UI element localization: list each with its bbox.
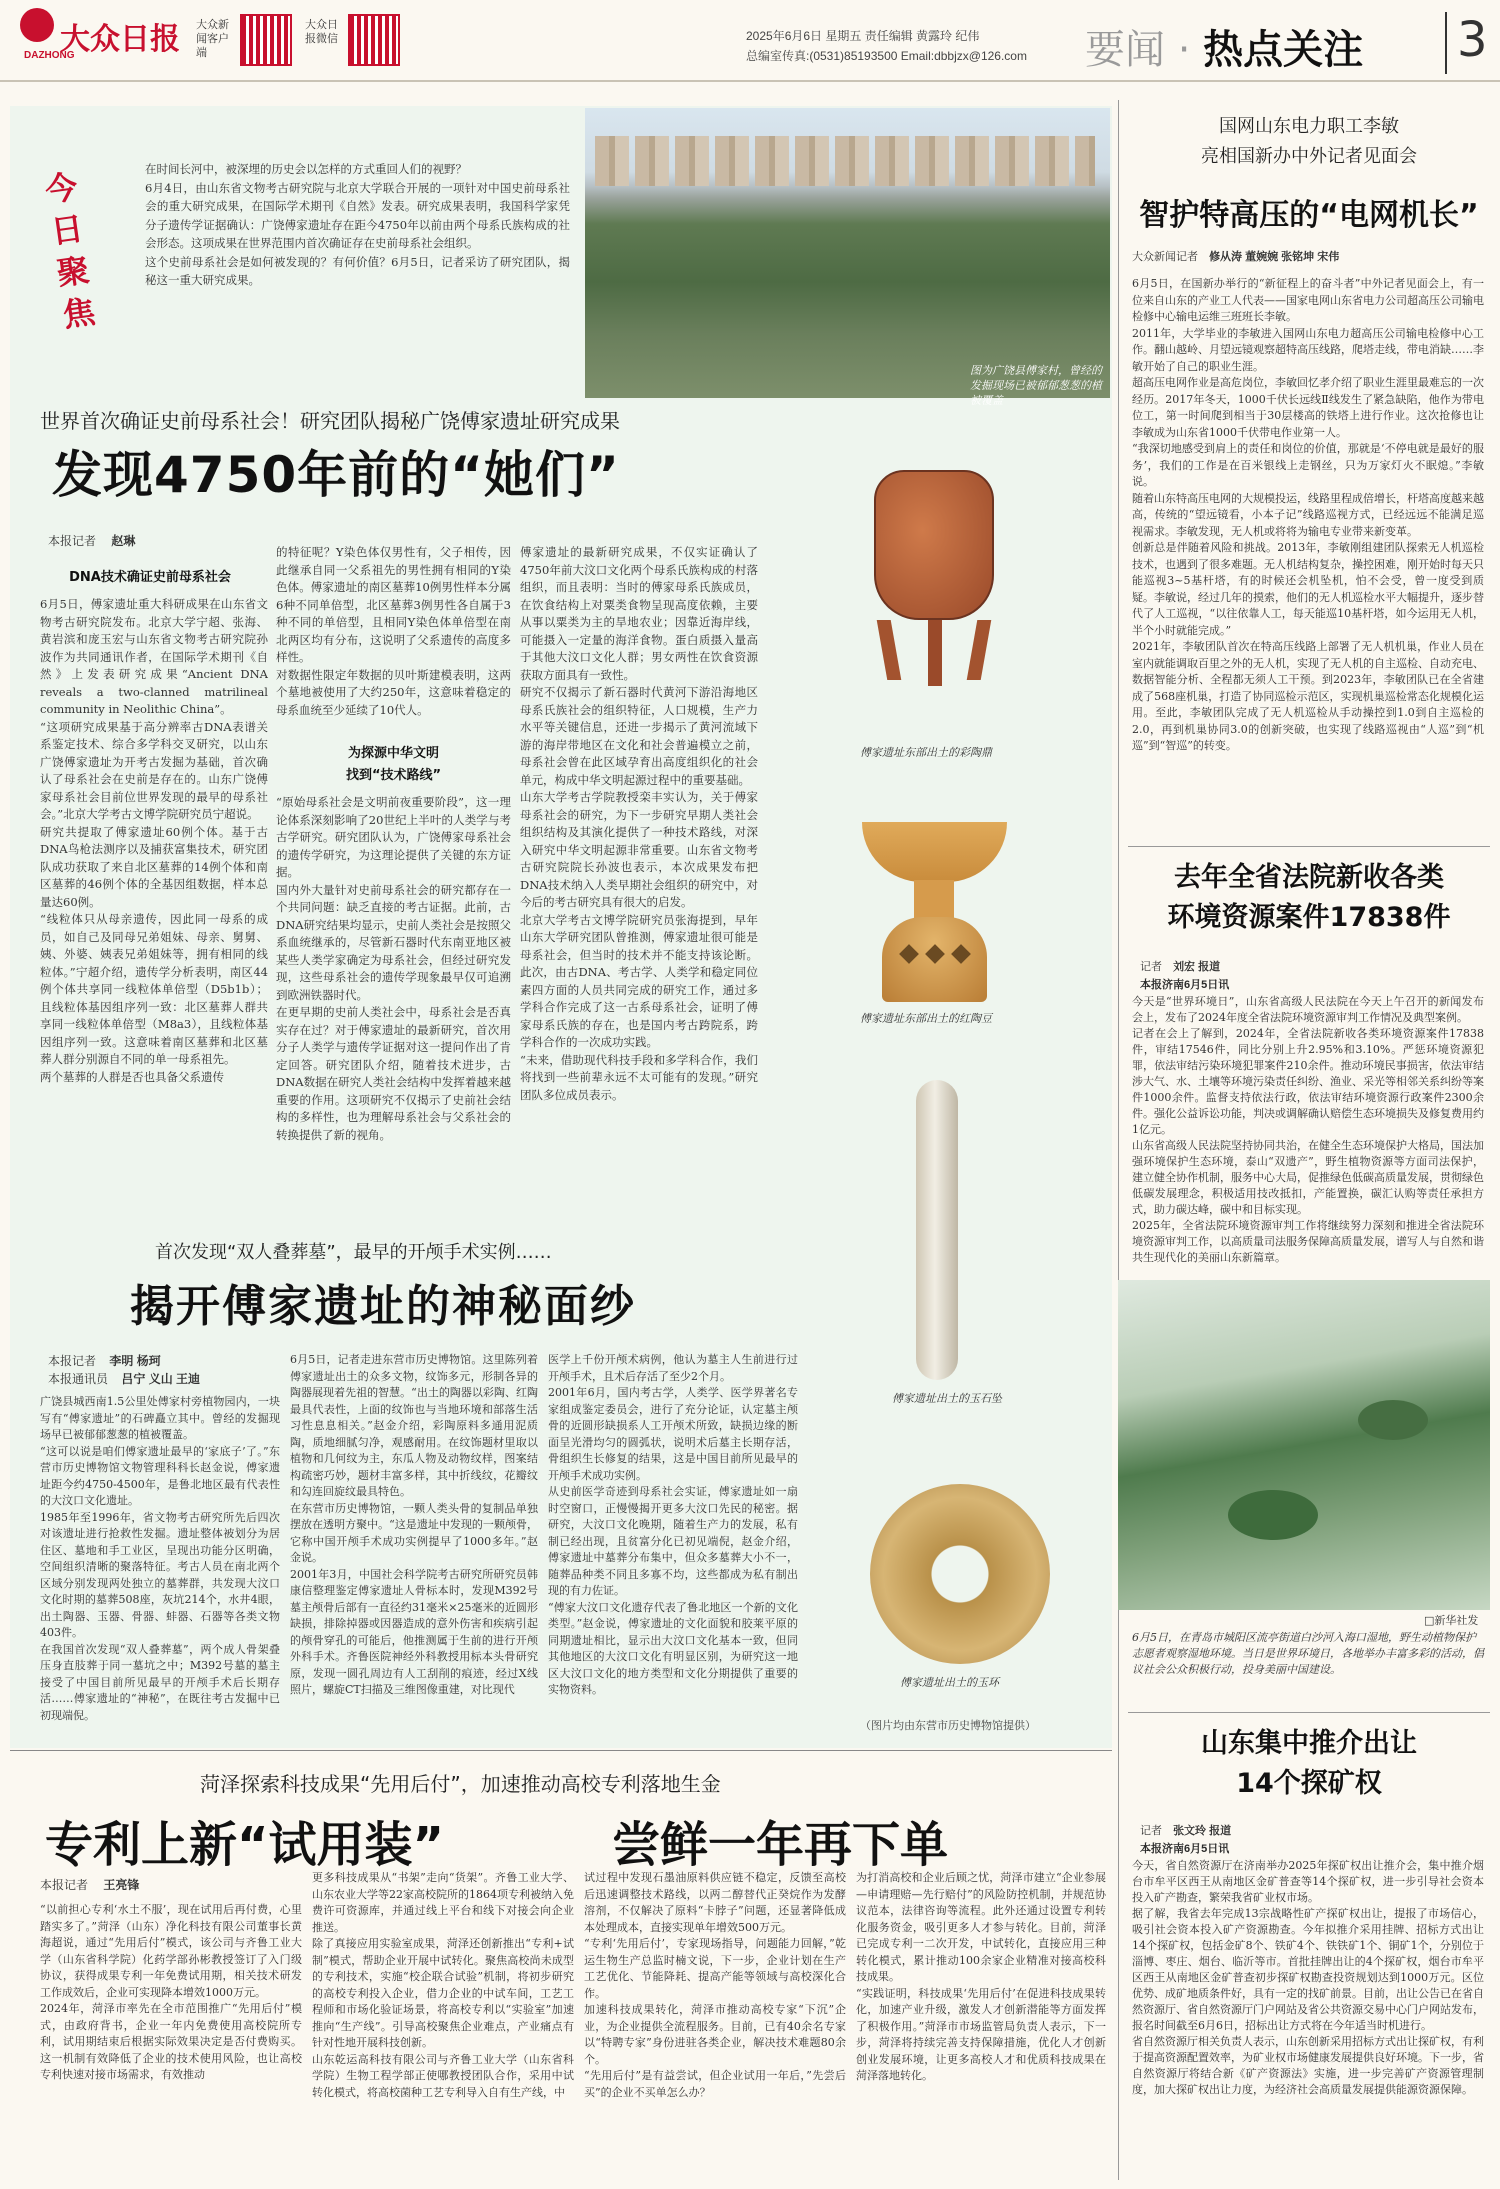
article3-byline (40, 1876, 139, 1893)
sidebar2-body: 今天是“世界环境日”，山东省高级人民法院在今天上午召开的新闻发布会上，发布了2024年度全省法院环境资源审判工作情况及典型案例。 记者在会上了解到，2024年，全省法院新收各类环境资源案件17838件，审结17546件，同比分别上升2.95%和3.10%。严惩环境资源犯罪，依法审结污染环境犯罪案件210余件。推动环境民事损害，依法审结涉大气、水、土壤等环境污染责任纠纷、渔业、采光等相邻关系纠纷等案件1000余件。监督支持依法行政，依法审结环境资源行政案件2300余件。强化公益诉讼功能，判决或调解确认赔偿生态环境损失及修复费用约1亿元。 山东省高级人民法院坚持协同共治，在健全生态环境保护大格局，国法加强环境保护生态环境，泰山“双遗产”，野生植物资源等方面司法保护，建立健全协作机制，服务中心大局，促推绿色低碳高质量发展，贯彻绿色低碳发展理念，积极适用技改抵扣，产能置换，碳汇认购等责任承担方式，助力碳达峰，碳中和目标实现。 2025年，全省法院环境资源审判工作将继续努力深刻和推进全省法院环境资源审判工作，以高质量司法服务保障高质量发展，谱写人与自然和谐共生现代化的美丽山东新篇章。 (1132, 995, 1484, 1264)
byline-label: 本报记者 (40, 1878, 89, 1892)
article3-headline-a: 专利上新“试用装” (45, 1817, 445, 1873)
article3-column-3: 试过程中发现石墨油原料供应链不稳定，反馈至高校后迅速调整技术路线，以两二醇替代正癸烷作为发酵溶剂，不仅解决了原料“卡脖子”问题，还显著降低成本处理成本，直接实现单年增效500万元。 “专利‘先用后付’，专家现场指导，问题能力回解，”乾运生物生产总监时楠文说，下一步，企业计划在生产工艺优化、节能降耗、提高产能等领域与高校深化合作。 加速科技成果转化，菏泽市推动高校专家“下沉”企业，为企业提供全流程服务。目前，已有40余名专家以“特聘专家”身份进驻各类企业，解决技术难题80余个。 “先用后付”是有益尝试，但企业试用一年后，”先尝后买”的企业不买单怎么办？ (584, 1871, 846, 2099)
aerial-photo-caption: 图为广饶县傅家村，曾经的发掘现场已被郁郁葱葱的植被覆盖 (970, 364, 1102, 407)
byline-label: 记者 (1140, 1825, 1162, 1837)
byline-names: 张文玲 报道 (1173, 1825, 1232, 1837)
sidebar2-headline (1128, 858, 1490, 938)
qr-code-app-icon[interactable] (240, 14, 292, 66)
sidebar3-headline (1128, 1724, 1490, 1804)
issue-contact: 总编室传真:(0531)85193500 Email:dbbjzx@126.com (746, 49, 1027, 63)
feature-byline (48, 532, 135, 549)
feature-headline: 发现4750年前的“她们” (52, 446, 620, 504)
column-divider (1118, 100, 1119, 2180)
artifact-caption-4: 傅家遗址出土的玉环 (900, 1676, 999, 1689)
photo-credit: （图片均由东营市历史博物馆提供） (860, 1719, 1036, 1732)
feature-kicker: 世界首次确证史前母系社会！研究团队揭秘广饶傅家遗址研究成果 (40, 409, 620, 433)
city-skyline (595, 136, 1095, 186)
divider (1128, 1712, 1490, 1713)
wetland-photo-credit: □新华社发 (1424, 1614, 1479, 1627)
article2-column-1: 广饶县城西南1.5公里处傅家村旁植物园内，一块写有“傅家遗址”的石碑矗立其中。曾经的发掘现场早已被郁郁葱葱的植被覆盖。 “这可以说是咱们傅家遗址最早的‘家底子’了。”东营市历史博物馆文物管理科科长赵金说，傅家遗址距今约4750-4500年，是鲁北地区最有代表性的大汶口文化遗址。 1985年至1996年，省文物考古研究所先后四次对该遗址进行抢救性发掘。遗址整体被划分为居住区、墓地和手工业区，呈现出功能分区明确，空间组织清晰的聚落特征。考古人员在南北两个区域分别发现两处独立的墓葬群，共发现大汶口文化时期的墓葬508座，灰坑214个，水井4眼，出土陶器、玉器、骨器、蚌器、石器等各类文物403件。 在我国首次发现“双人叠葬墓”，两个成人骨架叠压身直肢葬于同一墓坑之中；M392号墓的墓主接受了中国目前所见最早的开颅手术后长期存活……傅家遗址的“神秘”，在既往考古发掘中已初现端倪。 (40, 1395, 280, 1722)
wetland-photo (1118, 1280, 1490, 1610)
sidebar1-body: 6月5日，在国新办举行的“新征程上的奋斗者”中外记者见面会上，有一位来自山东的产业工人代表——国家电网山东省电力公司超高压公司输电检修中心输电运维三班班长李敏。 2011年，大学毕业的李敏进入国网山东电力超高压公司输电检修中心工作。翻山越岭、月望远镜观察超特高压线路，爬塔走线，带电消缺……李敏开始了自己的职业生涯。 超高压电网作业是高危岗位，李敏回忆孝介绍了职业生涯里最难忘的一次经历。2017年冬天，1000千伏长远线Ⅱ线发生了紧急缺陷，他作为带电位工，第一时间爬到相当于30层楼高的铁塔上进行作业。这次抢修也让李敏成为山东省1000千伏带电作业第一人。 “我深切地感受到肩上的责任和岗位的价值，那就是‘不停电就是最好的服务’，我们的工作是在百米银线上走钢丝，只为万家灯火不眠熄。”李敏说。 随着山东特高压电网的大规模投运，线路里程成倍增长，杆塔高度越来越高，传统的“望远镜看，小本子记”线路巡视方式，已经远远不能满足巡视需求。李敏发现，无人机或将将为输电专业带来新变革。 创新总是伴随着风险和挑战。2013年，李敏刚组建团队探索无人机巡检技术，也遇到了很多难题。无人机结构复杂，操控困难，刚开始时每天只能巡视3~5基杆塔，有的时候还会机坠机，怕不会受，曾一度受到质疑。李敏说，经过几年的摸索，他们的无人机巡检水平大幅提升，逐步替代了人工巡视，“以往依靠人工，每天能巡10基杆塔，如今运用无人机，半个小时就能完成。” 2021年，李敏团队首次在特高压线路上部署了无人机机巢，作业人员在室内就能调取百里之外的无人机，实现了无人机的自主巡检、自动充电、数据智能分析、全程都无须人工干预。到2023年，李敏团队已在全省建成了568座机巢，打造了协同巡检示范区，实现机巢巡检常态化规模化运用。至此，李敏团队完成了无人机巡检从手动操控到1.0到自主巡检的2.0，再到机巢协同3.0的创新突破，也实现了线路巡视由“人巡”到“机巡”到“智巡”的转变。 (1132, 277, 1484, 752)
byline-names: 修从涛 董婉婉 张铭坤 宋伟 (1209, 251, 1340, 263)
masthead (0, 0, 1500, 82)
qr-code-wechat-icon[interactable] (348, 14, 400, 66)
feature-intro: 在时间长河中，被深埋的历史会以怎样的方式重回人们的视野？ 6月4日，由山东省文物考古研究院与北京大学联合开展的一项针对中国史前母系社会的重大研究成果，在国际学术期刊《自然》发表。研究成果表明，我国科学家凭分子遗传学证据确认：广饶傅家遗址存在距今4750年以前由两个母系氏族构成的社会形态。这项成果在世界范围内首次确证存在史前母系社会组织。 这个史前母系社会是如何被发现的？有何价值？6月5日，记者采访了研究团队，揭秘这一重大研究成果。 (145, 162, 570, 287)
feature-column-2b: “原始母系社会是文明前夜重要阶段”，这一理论体系深刻影响了20世纪上半叶的人类学与考古学研究。研究团队认为，广饶傅家母系社会的遗传学研究，为这理论提供了关键的东方证据。 国内外大量针对史前母系社会的研究都存在一个共同问题：缺乏直接的考古证据。此前，古DNA研究结果均显示，史前人类社会是按照父系血统继承的，尽管新石器时代东南亚地区被某些人类学家确定为母系社会，但经过研究发现，这些母系社会的遗传学现象最早仅可追溯到欧洲铁器时代。 在更早期的史前人类社会中，母系社会是否真实存在过？对于傅家遗址的最新研究，首次用分子人类学与遗传学证据对这一提问作出了肯定回答。研究团队介绍，随着技术进步，古DNA数据在研究人类社会结构中发挥着越来越重要的作用。这项研究不仅揭示了史前社会结构的多样性，也为理解母系社会与父系社会的转换提供了新的视角。 (276, 795, 511, 1142)
byline-names: 刘宏 报道 (1173, 961, 1221, 973)
sidebar2-dateline: 本报济南6月5日讯 (1140, 979, 1230, 991)
sidebar2-headline-line1: 去年全省法院新收各类 (1174, 862, 1444, 893)
article2-byline-1 (48, 1352, 161, 1369)
feature-column-1: 6月5日，傅家遗址重大科研成果在山东省文物考古研究院发布。北京大学宁超、张海、黄岩滨和庞玉宏与山东省文物考古研究院孙波作为共同通讯作者，在国际学术期刊《自然》上发表研究成果“Ancient DNA reveals a two-clanned matrilineal community in Neolithic China”。 “这项研究成果基于高分辨率古DNA表谱关系鉴定技术、综合多学科交叉研究，以山东广饶傅家遗址为开考古发掘为基础，首次确认了母系社会在史前是存在的。山东广饶傅家母系社会目前位世界发现的最早的母系社会。”北京大学考古文博学院研究员宁超说。 研究共提取了傅家遗址60例个体。基于古DNA鸟枪法测序以及捕获富集技术，研究团队成功获取了来自北区墓葬的14例个体和南区墓葬的46例个体的全基因组数据，样本总量达60例。 “线粒体只从母亲遗传，因此同一母系的成员，如自己及同母兄弟姐妹、母亲、舅舅、姨、外婆、姨表兄弟姐妹等，拥有相同的线粒体。”宁超介绍，遗传学分析表明，南区44例个体共享同一线粒体单倍型（D5b1b）；且线粒体基因组序列一致：北区墓葬人群共享同一线粒体单倍型（M8a3），且线粒体基因组序列一致。这意味着南区墓葬和北区墓葬人群分别源自不同的单一母系祖先。 两个墓葬的人群是否也具备父系遗传 (40, 597, 268, 1084)
jade-pendant (916, 1080, 958, 1380)
artifact-caption-1: 傅家遗址东部出土的彩陶鼎 (860, 746, 992, 759)
newspaper-logo-en: DAZHONG (24, 50, 75, 61)
byline-label: 本报记者 (48, 534, 97, 548)
sidebar3-byline (1140, 1822, 1231, 1838)
byline-label: 本报通讯员 (48, 1372, 109, 1386)
sidebar3-headline-line1: 山东集中推介出让 (1201, 1728, 1417, 1759)
painted-pottery-tripod (862, 470, 1007, 700)
issue-date: 2025年6月6日 星期五 责任编辑 黄露玲 纪伟 (746, 29, 980, 43)
byline-names: 李明 杨珂 (109, 1354, 161, 1368)
divider (10, 1750, 1112, 1751)
qr-label-app: 大众新闻客户端 (196, 18, 229, 59)
newspaper-logo[interactable]: 大众日报 (60, 22, 180, 57)
sidebar1-kicker (1128, 112, 1490, 172)
sidebar1-kicker-line1: 国网山东电力职工李敏 (1219, 116, 1399, 137)
byline-label: 记者 (1140, 961, 1162, 973)
byline-names: 吕宁 义山 王迪 (121, 1372, 201, 1386)
newspaper-logo-emblem (20, 8, 54, 42)
page-number: 3 (1445, 12, 1488, 74)
qr-label-wechat: 大众日报微信 (305, 18, 338, 45)
article3-kicker: 菏泽探索科技成果“先用后付”，加速推动高校专利落地生金 (200, 1772, 721, 1796)
section-name: 要闻 (1085, 27, 1165, 73)
article2-column-2: 6月5日，记者走进东营市历史博物馆。这里陈列着傅家遗址出土的众多文物，纹饰多元，形制各异的陶器展现着先祖的智慧。“出土的陶器以彩陶、红陶最具代表性，上面的纹饰也与当地环境和部落生活习性息息相关。”赵金介绍，彩陶原料多通用泥质陶，质地细腻匀净，观感耐用。在纹饰题材里取以植物和几何纹为主，东瓜人物及动物纹样，图案结构疏密巧妙，题材丰富多样，其中折线纹，花瓣纹和勾连回旋纹最具特色。 在东营市历史博物馆，一颗人类头骨的复制品单独摆放在透明方聚中。“这是遗址中发现的一颗颅骨，它称中国开颅手术成功实例提早了1000多年。”赵金说。 2001年3月，中国社会科学院考古研究所研究员韩康信整理鉴定傅家遗址人骨标本时，发现M392号墓主颅骨后部有一直径约31毫米×25毫米的近圆形缺损，排除掉器或因器造成的意外伤害和疾病引起的颅骨穿孔的可能后，他推测属于生前的进行开颅外科手术。齐鲁医院神经外科教授用标本头骨研究原，发现一圆孔周边有人工刮削的痕迹，经过X线照片，螺旋CT扫描及三维图像重建，对比现代 (290, 1353, 538, 1696)
article3-column-4: 为打消高校和企业后顾之忧，菏泽市建立“企业参展—申请理赔—先行赔付”的风险防控机制，并规范协议范本，法律咨询等流程。此外还通过设置专利转化服务资金，吸引更多人才参与转化。目前，菏泽已完成专利一二次开发，中试转化，直接应用三种转化模式，累计推动100余家企业精准对接高校科技成果。 “实践证明，科技成果‘先用后付’在促进科技成果转化，加速产业升级，激发人才创新潜能等方面发挥了积极作用。”菏泽市市场监管局负责人表示，下一步，菏泽将持续完善支持保障措施，优化人才创新创业发展环境，让更多高校人才和优质科技成果在菏泽落地转化。 (856, 1871, 1106, 2082)
red-pottery-dou (862, 822, 1007, 1007)
divider (1128, 846, 1490, 847)
article3-column-1: “以前担心专利‘水土不服’，现在试用后再付费，心里踏实多了。”菏泽（山东）净化科技有限公司董事长黄海超说，通过“先用后付”模式，该公司与齐鲁工业大学（山东省科学院）化药学部孙彬教授签订了入门级协议，获得成果专利一年免费试用期，相关技术研发工作成效后，企业可实现降本增效1000万元。 2024年，菏泽市率先在全市范围推广“先用后付”模式，由政府背书，企业一年内免费使用高校院所专利，试用期结束后根据实际效果决定是否付费购买。这一机制有效降低了企业的技术使用风险，也让高校专利快速对接市场需求，有效推动 (40, 1903, 302, 2081)
sidebar3-dateline: 本报济南6月5日讯 (1140, 1843, 1230, 1855)
byline-label: 大众新闻记者 (1132, 251, 1198, 263)
feature-column-3: 傅家遗址的最新研究成果，不仅实证确认了4750年前大汶口文化两个母系氏族构成的村落组织，而且表明：当时的傅家母系氏族成员，在饮食结构上对粟类食物呈现高度依赖，主要从事以粟类为主的旱地农业；因靠近海岸线，可能摄入一定量的海洋食物。蛋白质摄入量高于其他大汶口文化人群；男女两性在饮食资源获取方面具有一致性。 研究不仅揭示了新石器时代黄河下游沿海地区母系氏族社会的组织特征，人口规模，生产力水平等关键信息，还进一步揭示了黄河流域下游的海岸带地区在文化和社会普遍模立之前，母系社会曾在此区域孕育出高度组织化的社会单元，构成中华文明起源过程中的重要基础。 山东大学考古学院教授栾丰实认为，关于傅家母系社会的研究，为下一步研究早期人类社会组织结构及其演化提供了一种技术路线，对深入研究中华文明起源非常重要。山东省文物考古研究院院长孙波也表示，本次成果发布把DNA技术纳入人类早期社会组织的研究中，对今后的考古研究具有很大的启发。 北京大学考古文博学院研究员张海提到，早年山东大学研究团队曾推测，傅家遗址很可能是母系社会，但当时的技术并不能支持该论断。此次，由古DNA、考古学、人类学和稳定同位素四方面的人员共同完成的研究工作，通过多学科合作完成了这一古系母系社会，证明了傅家母系氏族的存在，也是国内考古跨院系，跨学科合作的一次成功实践。 “未来，借助现代科技手段和多学科合作，我们将找到一些前辈永远不太可能有的发现。”研究团队多位成员表示。 (520, 545, 758, 1102)
feature-column-2a: 的特征呢？Y染色体仅男性有，父子相传，因此继承自同一父系祖先的男性拥有相同的Y染色体。傅家遗址的南区墓葬10例男性样本分属6种不同单倍型，北区墓葬3例男性各自属于3种不同的单倍型，且相同Y染色体单倍型在南北两区均有分布，这说明了父系遗传的高度多样性。 对数据性限定年数据的贝叶斯建模表明，这两个墓地被使用了大约250年，这意味着稳定的母系血统至少延续了10代人。 (276, 545, 511, 717)
article3-column-2: 更多科技成果从“书架”走向“货架”。齐鲁工业大学、山东农业大学等22家高校院所的1864项专利被纳入免费许可资源库，并通过线上平台和线下对接会向企业推送。 除了真接应用实验室成果，菏泽还创新推出“专利+试制”模式，帮助企业开展中试转化。聚焦高校尚未成型的专利技术，实施“校企联合试验”机制，将初步研究的高校专利投入企业，借力企业的中试车间，工艺工程师和市场化验证场景，将高校专利以“实验室”加速推向“生产线”。引导高校聚焦企业难点，产业痛点有针对性地开展科技创新。 山东乾运高科技有限公司与齐鲁工业大学（山东省科学院）生物工程学部正使哪教授团队合作，采用中试转化模式，将高校菌种工艺专利导入自有生产线，中 (312, 1871, 574, 2099)
byline-names: 王亮锋 (103, 1878, 140, 1892)
article2-column-3: 医学上千份开颅术病例，他认为墓主人生前进行过开颅手术，且术后存活了至少2个月。 2001年6月，国内考古学，人类学、医学界著名专家组成鉴定委员会，进行了充分论证，认定墓主颅骨的近圆形缺损系人工开颅术所致，缺损边缘的断面呈光滑均匀的圆弧状，说明术后墓主长期存活，骨组织生长修复的结果，这是中国目前所见最早的开颅手术成功实例。 从史前医学奇迹到母系社会实证，傅家遗址如一扇时空窗口，正慢慢揭开更多大汶口先民的秘密。据研究，大汶口文化晚期，随着生产力的发展，私有制已经出现，且贫富分化已初见端倪，赵金介绍，傅家遗址中墓葬分布集中，但众多墓葬大小不一，随葬品种类不同且多寡不均，这些都成为私有制出现的有力佐证。 “傅家大汶口文化遗存代表了鲁北地区一个新的文化类型。”赵金说，傅家遗址的文化面貌和胶莱平原的同期遗址相比，显示出大汶口文化基本一致，但同其他地区的大汶口文化有明显区别，为研究这一地区大汶口文化的地方类型和文化分期提供了重要的实物资料。 (548, 1353, 798, 1696)
jade-ring (870, 1484, 1050, 1664)
article2-byline-2 (48, 1370, 200, 1387)
sidebar2-byline (1140, 958, 1220, 974)
aerial-photo (585, 108, 1110, 407)
issue-meta (746, 26, 1027, 66)
sidebar1-headline: 智护特高压的“电网机长” (1139, 198, 1479, 233)
section-header: 要闻 · 热点关注 (1085, 27, 1364, 73)
sidebar3-headline-line2: 14个探矿权 (1236, 1768, 1382, 1799)
sidebar2-headline-line2: 环境资源案件17838件 (1167, 902, 1451, 933)
byline-names: 赵琳 (111, 534, 136, 548)
artifact-caption-3: 傅家遗址出土的玉石坠 (892, 1392, 1002, 1405)
article2-headline: 揭开傅家遗址的神秘面纱 (130, 1281, 636, 1332)
section-subname: 热点关注 (1203, 27, 1364, 73)
sidebar3-body: 今天，省自然资源厅在济南举办2025年探矿权出让推介会，集中推介烟台市牟平区西王从南地区金矿普查等14个探矿权，进一步引导社会资本投入矿产勘查，繁荣我省矿业权市场。 据了解，我省去年完成13宗战略性矿产探矿权出让，提报了市场信心，吸引社会资本投入矿产资源勘查。今年拟推介采用挂牌、招标方式出让14个探矿权，包括金矿8个、铁矿4个、铁铁矿1个、铜矿1个，分别位于淄博、枣庄、烟台、临沂等市。首批挂牌出让的4个探矿权，烟台市牟平区西王从南地区金矿普查初步探矿权勘查投资规划达到1000万元。区位优势、成矿地质条件好，具有一定的找矿前景。目前，出让公告已在省自然资源厅、省自然资源厅门户网站及省公共资源交易中心门户网站发布，报名时间截至6月6日，招标出让方式将在今年适当时机进行。 省自然资源厅相关负责人表示，山东创新采用招标方式出让探矿权，有利于提高资源配置效率，为矿业权市场健康发展提供良好环境。下一步，省自然资源厅将结合新《矿产资源法》实施，进一步完善矿产资源管理制度，加大探矿权出让力度，为经济社会高质量发展提供能源资源保障。 (1132, 1859, 1484, 2096)
article2-kicker: 首次发现“双人叠葬墓”，最早的开颅手术实例…… (155, 1242, 552, 1263)
feature-subhead-roadmap-1: 为探源中华文明 (347, 746, 439, 761)
sidebar1-kicker-line2: 亮相国新办中外记者见面会 (1201, 146, 1417, 167)
feature-subhead-roadmap-2: 找到“技术路线” (345, 768, 442, 783)
sidebar1-byline (1132, 248, 1339, 264)
article3-headline-b: 尝鲜一年再下单 (612, 1817, 949, 1873)
byline-label: 本报记者 (48, 1354, 97, 1368)
today-focus-badge: 今日聚焦 (42, 167, 98, 335)
wetland-photo-caption: 6月5日，在青岛市城阳区流亭街道白沙河入海口湿地，野生动植物保护志愿者观察湿地环境。当日是世界环境日，各地举办丰富多彩的活动，倡议社会公众积极行动，投身美丽中国建设。 (1132, 1631, 1484, 1676)
feature-subhead-dna: DNA技术确证史前母系社会 (69, 570, 231, 585)
artifact-caption-2: 傅家遗址东部出土的红陶豆 (860, 1012, 992, 1025)
